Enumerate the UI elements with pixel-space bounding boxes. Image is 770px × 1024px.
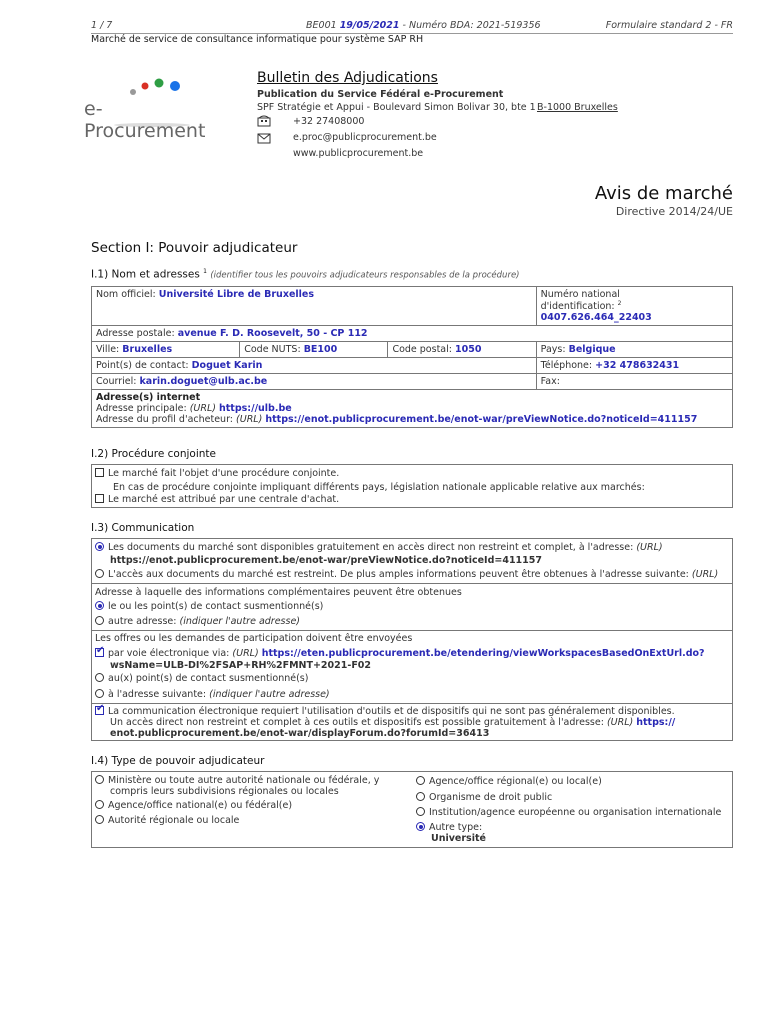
doc1-tag: (URL)	[636, 542, 663, 553]
profil-url-tag: (URL)	[236, 414, 263, 426]
radio-selected[interactable]	[95, 542, 104, 551]
num-sup: 2	[617, 300, 622, 307]
num-label1: Numéro national	[540, 289, 620, 300]
courriel-value[interactable]: karin.doguet@ulb.ac.be	[139, 376, 268, 388]
radio-selected[interactable]	[95, 601, 104, 610]
table-row	[92, 390, 733, 428]
i4-left1b: compris leurs subdivisions régionales ou locales	[110, 786, 339, 797]
radio[interactable]	[416, 792, 425, 801]
fax-label: Fax:	[540, 376, 560, 388]
pays-value: Belgique	[568, 344, 616, 356]
bulletin-web[interactable]: www.publicprocurement.be	[293, 148, 424, 159]
mail-icon	[257, 133, 271, 147]
i4-right1-text: Agence/office régional(e) ou local(e)	[429, 776, 602, 787]
contact-label: Point(s) de contact:	[96, 360, 189, 372]
doc1-line	[95, 542, 663, 553]
offres2-text: au(x) point(s) de contact susmentionné(s)	[108, 673, 309, 684]
postal-label: Code postal:	[392, 344, 452, 356]
nom-cell	[92, 287, 537, 326]
principale-label: Adresse principale:	[96, 403, 187, 415]
num-value: 0407.626.464_22403	[540, 312, 652, 324]
i2-line2: En cas de procédure conjointe impliquant différents pays, législation nationale applicable relative aux marchés:	[113, 482, 645, 493]
comm2-text: Un accès direct non restreint et complet à ces outils et dispositifs est possible gratuitement à l'adresse:	[110, 717, 604, 728]
table-row	[92, 374, 733, 390]
notice-directive: Directive 2014/24/UE	[615, 205, 733, 218]
postal-cell	[388, 342, 536, 358]
contact-value: Doguet Karin	[191, 360, 263, 372]
pays-label: Pays:	[540, 344, 566, 356]
table-row	[92, 287, 733, 326]
radio[interactable]	[95, 673, 104, 682]
comm2-line	[110, 717, 675, 728]
i2-line1	[95, 468, 339, 479]
radio[interactable]	[416, 776, 425, 785]
doc2-text: L'accès aux documents du marché est restreint. De plus amples informations peuvent être obtenues à l'adresse suivante:	[108, 569, 689, 580]
ref-date: 19/05/2021	[339, 20, 400, 31]
bulletin-title: Bulletin des Adjudications	[257, 70, 438, 86]
i3-heading: I.3) Communication	[91, 522, 195, 534]
doc1-link[interactable]: https://enot.publicprocurement.be/enot-war/preViewNotice.do?noticeId=411157	[110, 555, 542, 566]
form-name: Formulaire standard 2 - FR	[605, 20, 733, 31]
info-label: Adresse à laquelle des informations complémentaires peuvent être obtenues	[95, 587, 462, 598]
ville-label: Ville:	[96, 344, 120, 356]
tel-cell	[536, 358, 732, 374]
table-row	[92, 342, 733, 358]
i3-box	[91, 538, 733, 741]
i4-right4	[416, 822, 482, 833]
offres-label: Les offres ou les demandes de participation doivent être envoyées	[95, 633, 413, 644]
i4-right2-text: Organisme de droit public	[429, 792, 553, 803]
offres1-line	[95, 648, 705, 659]
principale-link[interactable]: https://ulb.be	[219, 403, 292, 415]
address-table	[91, 286, 733, 428]
radio[interactable]	[95, 616, 104, 625]
nuts-label: Code NUTS:	[244, 344, 301, 356]
i2-line1-text: Le marché fait l'objet d'une procédure conjointe.	[108, 468, 340, 479]
courriel-cell	[92, 374, 537, 390]
table-row	[92, 326, 733, 342]
adresse-label: Adresse postale:	[96, 328, 175, 340]
internet-label: Adresse(s) internet	[96, 392, 201, 404]
i4-right4-value: Université	[431, 833, 486, 844]
ville-cell	[92, 342, 240, 358]
table-row	[92, 358, 733, 374]
i2-heading: I.2) Procédure conjointe	[91, 448, 216, 460]
i1-note: (identifier tous les pouvoirs adjudicateurs responsables de la procédure)	[210, 270, 520, 281]
i1-sup: 1	[203, 268, 207, 275]
postal-value: 1050	[455, 344, 482, 356]
i4-left1	[95, 775, 379, 786]
offres1-link-cont[interactable]: wsName=ULB-DI%2FSAP+RH%2FMNT+2021-F02	[110, 660, 372, 671]
divider	[92, 583, 732, 584]
nom-value: Université Libre de Bruxelles	[158, 289, 315, 300]
i4-left3	[95, 815, 239, 826]
checkbox[interactable]	[95, 468, 104, 477]
i2-box	[91, 464, 733, 508]
offres3-text: à l'adresse suivante:	[108, 689, 207, 700]
info2-text: autre adresse:	[108, 616, 177, 627]
checkbox-checked[interactable]	[95, 648, 104, 657]
page-number: 1 / 7	[91, 20, 113, 31]
tel-label: Téléphone:	[540, 360, 593, 372]
page-header	[91, 20, 733, 32]
reference	[306, 20, 541, 31]
divider	[92, 703, 732, 704]
i4-left3-text: Autorité régionale ou locale	[108, 815, 240, 826]
doc2-tag: (URL)	[691, 569, 719, 580]
radio[interactable]	[95, 689, 104, 698]
comm3-link[interactable]: enot.publicprocurement.be/enot-war/displayForum.do?forumId=36413	[110, 728, 490, 739]
divider	[92, 630, 732, 631]
i4-right3	[416, 807, 721, 818]
profil-link[interactable]: https://enot.publicprocurement.be/enot-war/preViewNotice.do?noticeId=411157	[265, 414, 698, 426]
offres3-line	[95, 689, 330, 700]
radio[interactable]	[95, 800, 104, 809]
i4-left1a-text: Ministère ou toute autre autorité nationale ou fédérale, y	[108, 775, 380, 786]
doc1-text: Les documents du marché sont disponibles gratuitement en accès direct non restreint et complet, à l'adresse:	[108, 542, 634, 553]
principale-url-tag: (URL)	[189, 403, 216, 415]
offres1-link[interactable]: https://eten.publicprocurement.be/etendering/viewWorkspacesBasedOnExtUrl.do?	[261, 648, 705, 659]
adresse-cell	[92, 326, 733, 342]
num-label2: d'identification:	[540, 301, 615, 313]
nuts-value: BE100	[303, 344, 338, 356]
radio-selected[interactable]	[416, 822, 425, 831]
internet-cell	[92, 390, 733, 428]
nuts-cell	[240, 342, 388, 358]
radio[interactable]	[95, 569, 104, 578]
notice-title: Avis de marché	[594, 183, 733, 204]
i4-right4-text: Autre type:	[429, 822, 483, 833]
fax-cell	[536, 374, 732, 390]
bulletin-publication: Publication du Service Fédéral e-Procurement	[257, 89, 504, 100]
document-subtitle: Marché de service de consultance informatique pour système SAP RH	[91, 34, 424, 45]
radio[interactable]	[416, 807, 425, 816]
profil-label: Adresse du profil d'acheteur:	[96, 414, 234, 426]
i4-right2	[416, 792, 552, 803]
comm1-line	[95, 706, 675, 717]
checkbox[interactable]	[95, 494, 104, 503]
i2-line3-text: Le marché est attribué par une centrale d'achat.	[108, 494, 340, 505]
nom-label: Nom officiel:	[96, 289, 156, 300]
e-procurement-logo	[82, 78, 222, 142]
i4-left2-text: Agence/office national(e) ou fédéral(e)	[108, 800, 293, 811]
ville-value: Bruxelles	[122, 344, 173, 356]
ref-prefix: BE001	[306, 20, 337, 31]
bulletin-phone: +32 27408000	[293, 116, 365, 127]
num-cell	[536, 287, 732, 326]
ref-suffix: - Numéro BDA: 2021-519356	[402, 20, 541, 31]
info1-text: le ou les point(s) de contact susmentionné(s)	[108, 601, 324, 612]
logo-text: e-Procurement	[84, 98, 206, 142]
offres1-tag: (URL)	[232, 648, 259, 659]
checkbox-checked[interactable]	[95, 706, 104, 715]
i1-heading	[91, 268, 520, 281]
i4-right3-text: Institution/agence européenne ou organisation internationale	[429, 807, 722, 818]
offres3-tag: (indiquer l'autre adresse)	[209, 689, 330, 700]
courriel-label: Courriel:	[96, 376, 137, 388]
i4-box	[91, 771, 733, 848]
bulletin-city: B-1000 Bruxelles	[537, 102, 618, 113]
adresse-value: avenue F. D. Roosevelt, 50 - CP 112	[177, 328, 368, 340]
info2-line	[95, 616, 300, 627]
phone-icon	[257, 115, 271, 130]
doc2-line	[95, 569, 718, 580]
i1-heading-text: I.1) Nom et adresses	[91, 268, 200, 281]
radio[interactable]	[95, 815, 104, 824]
tel-value: +32 478632431	[595, 360, 680, 372]
bulletin-address: SPF Stratégie et Appui - Boulevard Simon Bolivar 30, bte 1	[257, 102, 536, 113]
bulletin-email[interactable]: e.proc@publicprocurement.be	[293, 132, 437, 143]
comm2-tag: (URL)	[606, 717, 634, 728]
offres2-line	[95, 673, 308, 684]
i2-line3	[95, 494, 339, 505]
pays-cell	[536, 342, 732, 358]
i4-right1	[416, 776, 602, 787]
comm2-link[interactable]: https://	[636, 717, 676, 728]
contact-cell	[92, 358, 537, 374]
radio[interactable]	[95, 775, 104, 784]
section-title: Section I: Pouvoir adjudicateur	[91, 240, 298, 256]
comm1-text: La communication électronique requiert l'utilisation d'outils et de dispositifs qui ne sont pas généralement disponibles.	[108, 706, 675, 717]
i4-heading: I.4) Type de pouvoir adjudicateur	[91, 755, 265, 767]
info2-tag: (indiquer l'autre adresse)	[179, 616, 300, 627]
offres1-text: par voie électronique via:	[108, 648, 230, 659]
info1-line	[95, 601, 323, 612]
i4-left2	[95, 800, 292, 811]
